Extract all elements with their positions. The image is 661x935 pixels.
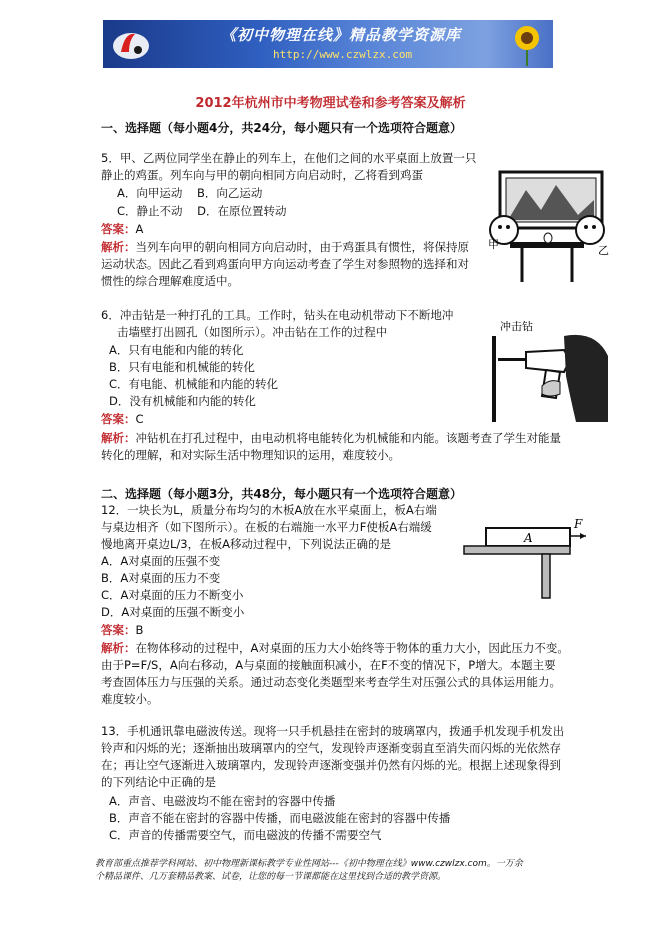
banner-url[interactable]: http://www.czwlzx.com [273, 48, 413, 61]
label-f: F [574, 517, 583, 531]
q13-line-3: 在；再让空气逐渐进入玻璃罩内，发现铃声逐渐变强并仍然有闪烁的光。根据上述现象得到 [101, 758, 561, 772]
page-title: 2012年杭州市中考物理试卷和参考答案及解析 [195, 96, 466, 111]
q6-explanation-1 [101, 430, 561, 447]
q6-option-b: B．只有电能和机械能的转化 [109, 360, 255, 374]
q13-line-4: 的下列结论中正确的是 [101, 775, 216, 789]
banner-title: 《初中物理在线》精品教学资源库 [221, 26, 462, 44]
q6-line-2: 击墙壁打出圆孔（如图所示）。冲击钻在工作的过程中 [117, 325, 388, 339]
q12-line-3: 慢地离开桌边L/3，在板A移动过程中，下列说法正确的是 [101, 537, 391, 551]
q12-explanation-1 [101, 640, 569, 657]
page-footer [95, 858, 565, 884]
q5-explanation-3: 惯性的综合理解难度适中。 [101, 274, 239, 288]
explanation-label: 解析： [101, 240, 136, 254]
train-figure [486, 170, 610, 290]
q5-options-ab: A．向甲运动 B．向乙运动 [117, 186, 263, 200]
q13-option-c: C．声音的传播需要空气，而电磁波的传播不需要空气 [109, 828, 382, 842]
q5-explanation-1 [101, 239, 469, 256]
label-yi: 乙 [598, 244, 609, 257]
q6-option-c: C．有电能、机械能和内能的转化 [109, 377, 279, 391]
explanation-label: 解析： [101, 641, 136, 655]
answer-value: A [135, 222, 144, 236]
q13-line-1: 13．手机通讯靠电磁波传送。现将一只手机悬挂在密封的玻璃罩内，拨通手机发现手机发出 [101, 724, 565, 738]
answer-label: 答案： [101, 623, 136, 637]
q5-explanation-2: 运动状态。因此乙看到鸡蛋向甲方向运动考查了学生对参照物的选择和对 [101, 257, 469, 271]
q6-explanation-2: 转化的理解，和对实际生活中物理知识的运用，难度较小。 [101, 448, 400, 462]
explanation-text: 当列车向甲的朝向相同方向启动时，由于鸡蛋具有惯性，将保持原 [135, 240, 469, 254]
q12-option-c: C．A对桌面的压力不断变小 [101, 588, 244, 602]
q5-answer [101, 221, 143, 238]
q12-option-b: B．A对桌面的压力不变 [101, 571, 221, 585]
explanation-text: 冲钻机在打孔过程中，由电动机将电能转化为机械能和内能。该题考查了学生对能量 [135, 431, 561, 445]
explanation-text: 在物体移动的过程中，A对桌面的压力大小始终等于物体的重力大小，因此压力不变。 [135, 641, 569, 655]
q5-line-1: 5．甲、乙两位同学坐在静止的列车上，在他们之间的水平桌面上放置一只 [101, 151, 477, 165]
q6-option-a: A．只有电能和内能的转化 [109, 343, 244, 357]
q12-line-1: 12．一块长为L，质量分布均匀的木板A放在水平桌面上，板A右端 [101, 503, 437, 517]
q5-line-2: 静止的鸡蛋。列车向与甲的朝向相同方向启动时，乙将看到鸡蛋 [101, 168, 423, 182]
q6-line-1: 6．冲击钻是一种打孔的工具。工作时，钻头在电动机带动下不断地冲 [101, 308, 454, 322]
q12-explanation-2: 由于P=F/S，A向右移动，A与桌面的接触面积减小，在F不变的情况下，P增大。本题主要 [101, 658, 556, 672]
q12-option-d: D．A对桌面的压强不断变小 [101, 605, 245, 619]
section-heading-2: 二、选择题（每小题3分，共48分，每小题只有一个选项符合题意） [101, 487, 463, 501]
impact-drill-figure [486, 316, 612, 426]
q6-option-d: D．没有机械能和内能的转化 [109, 394, 256, 408]
drill-label: 冲击钻 [500, 320, 533, 333]
footer-line-2: 个精品课件、几万套精品教案、试卷，让您的每一节课都能在这里找到合适的教学资源。 [95, 872, 447, 882]
site-logo-icon [111, 26, 151, 62]
q12-line-2: 与桌边相齐（如下图所示）。在板的右端施一水平力F使板A右端缓 [101, 520, 432, 534]
q12-answer [101, 622, 143, 639]
answer-label: 答案： [101, 222, 136, 236]
site-banner [103, 20, 553, 68]
q13-line-2: 铃声和闪烁的光；逐渐抽出玻璃罩内的空气，发现铃声逐渐变弱直至消失而闪烁的光依然存 [101, 741, 561, 755]
board-on-table-figure [462, 508, 592, 600]
sunflower-icon [507, 22, 547, 66]
q13-option-a: A．声音、电磁波均不能在密封的容器中传播 [109, 794, 336, 808]
answer-value: B [135, 623, 144, 637]
label-a: A [524, 531, 533, 545]
answer-label: 答案： [101, 412, 136, 426]
explanation-label: 解析： [101, 431, 136, 445]
q12-explanation-4: 难度较小。 [101, 692, 159, 706]
q12-explanation-3: 考查固体压力与压强的关系。通过动态变化类题型来考查学生对压强公式的具体运用能力。 [101, 675, 561, 689]
q5-options-cd: C．静止不动 D．在原位置转动 [117, 204, 287, 218]
q12-option-a: A．A对桌面的压强不变 [101, 554, 221, 568]
label-jia: 甲 [488, 238, 499, 251]
q13-option-b: B．声音不能在密封的容器中传播，而电磁波能在密封的容器中传播 [109, 811, 451, 825]
answer-value: C [135, 412, 144, 426]
footer-line-1: 教育部重点推荐学科网站、初中物理新课标教学专业性网站---《初中物理在线》www.czwlzx.com。一万余 [95, 859, 523, 869]
q6-answer [101, 411, 144, 428]
section-heading-1: 一、选择题（每小题4分，共24分，每小题只有一个选项符合题意） [101, 121, 463, 135]
